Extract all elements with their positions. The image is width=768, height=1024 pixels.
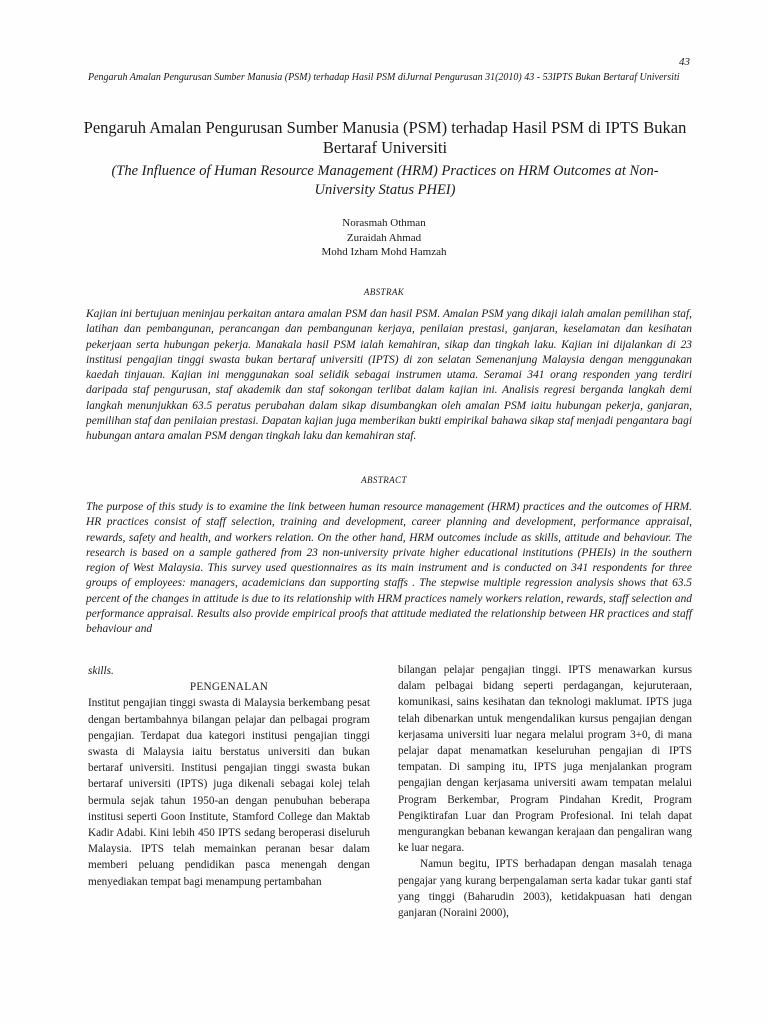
abstract-continuation: skills. (88, 665, 114, 677)
abstract-text: The purpose of this study is to examine the link between human resource management (HRM) practices and the outcomes of HRM. HR practices consist of staff selection, training and development, career planning and development, performance appraisal, rewards, safety and health, and workers relation. On the other hand, HRM outcomes include as skills, attitude and behaviour. The research is based on a sample gathered from 23 non-university private higher educational institutions (PHEIs) in the southern region of West Malaysia. This survey used questionnaires as its main instrument and is conducted on 341 respondents for three groups of employees: managers, academicians dan supporting staffs . The stepwise multiple regression analysis shows that 63.5 percent of the changes in attitude is due to its relationship with HRM practices namely workers relation, rewards, staff selection and performance appraisal. Results also provide empirical proofs that attitude mediated the relationship between HR practices and staff behaviour and (86, 501, 692, 636)
article-title: Pengaruh Amalan Pengurusan Sumber Manusia (PSM) terhadap Hasil PSM di IPTS Bukan Bertaraf Universiti (83, 118, 687, 157)
abstract-heading: ABSTRACT (361, 475, 407, 485)
page-number: 43 (679, 56, 690, 68)
body-column-right (398, 662, 692, 921)
author-name: Mohd Izham Mohd Hamzah (321, 246, 447, 258)
running-head: Pengaruh Amalan Pengurusan Sumber Manusia (PSM) terhadap Hasil PSM diJurnal Pengurusan 31(2010) 43 - 53IPTS Bukan Bertaraf Universiti (88, 72, 680, 83)
body-paragraph: Namun begitu, IPTS berhadapan dengan masalah tenaga pengajar yang kurang berpengalaman serta kadar tukar ganti staf yang tinggi (Baharudin 2003), ketidakpuasan hati dengan ganjaran (Noraini 2000), (398, 858, 692, 920)
body-column-left (88, 663, 370, 890)
body-paragraph: bilangan pelajar pengajian tinggi. IPTS menawarkan kursus dalam pelbagai bidang seperti perdagangan, kejuruteraan, komunikasi, sains kesihatan dan teknologi maklumat. IPTS juga telah dibenarkan untuk mengendalikan kursus pengajian dengan kerjasama universiti luar negara melalui program 3+0, di mana pelajar dapat menamatkan keseluruhan pengajian di IPTS tempatan. Di samping itu, IPTS juga menjalankan program pengajian dengan kerjasama universiti awam tempatan melalui Program Berkembar, Program Pindahan Kredit, Program Pengiktirafan Luar dan Program Profesional. Ini telah dapat mengurangkan bebanan kewangan kerajaan dan pengaliran wang ke luar negara. (398, 664, 692, 855)
article-title-english: (The Influence of Human Resource Management (HRM) Practices on HRM Outcomes at Non-University Status PHEI) (111, 163, 659, 198)
author-name: Zuraidah Ahmad (346, 231, 422, 244)
section-heading-pengenalan: PENGENALAN (189, 681, 269, 694)
author-list (184, 216, 584, 260)
author-name: Norasmah Othman (342, 217, 426, 229)
abstrak-heading: ABSTRAK (363, 287, 405, 297)
body-paragraph: Institut pengajian tinggi swasta di Malaysia berkembang pesat dengan bertambahnya bilangan pelajar dan pelbagai program pengajian. Terdapat dua kategori institusi pengajian tinggi swasta di Malaysia iaitu berstatus universiti dan bukan bertaraf universiti. Institusi pengajian tinggi swasta bukan bertaraf universiti (IPTS) juga dikenali sebagai kolej telah bermula sejak tahun 1950-an dengan penubuhan beberapa institusi seperti Goon Institute, Stamford College dan Maktab Kadir Adabi. Kini lebih 450 IPTS sedang beroperasi diseluruh Malaysia. IPTS telah memainkan peranan besar dalam memberi peluang pendidikan pasca menengah dengan menyediakan tempat bagi menampung pertambahan (88, 697, 370, 888)
abstrak-text: Kajian ini bertujuan meninjau perkaitan antara amalan PSM dan hasil PSM. Amalan PSM yang dikaji ialah amalan pemilihan staf, latihan dan pembangunan, perancangan dan pembangunan kerjaya, penilaian prestasi, ganjaran, keselamatan dan kesihatan pekerjaan serta hubungan pekerja. Manakala hasil PSM ialah kemahiran, sikap dan tingkah laku. Kajian ini dijalankan di 23 institusi pengajian tinggi swasta bukan bertaraf universiti (IPTS) di zon selatan Semenanjung Malaysia dengan menggunakan kaedah tinjauan. Kajian ini menggunakan soal selidik sebagai instrumen utama. Seramai 341 orang responden yang terdiri daripada staf pengurusan, staf akademik dan staf sokongan terlibat dalam kajian ini. Analisis regresi berganda langkah demi langkah menunjukkan 63.5 peratus perubahan dalam sikap disumbangkan oleh amalan PSM iaitu hubungan pekerja, ganjaran, pemilihan staf dan penilaian prestasi. Dapatan kajian juga memberikan bukti empirikal bahawa sikap staf menjadi pengantara bagi hubungan antara amalan PSM dengan tingkah laku dan kemahiran staf. (86, 308, 692, 443)
